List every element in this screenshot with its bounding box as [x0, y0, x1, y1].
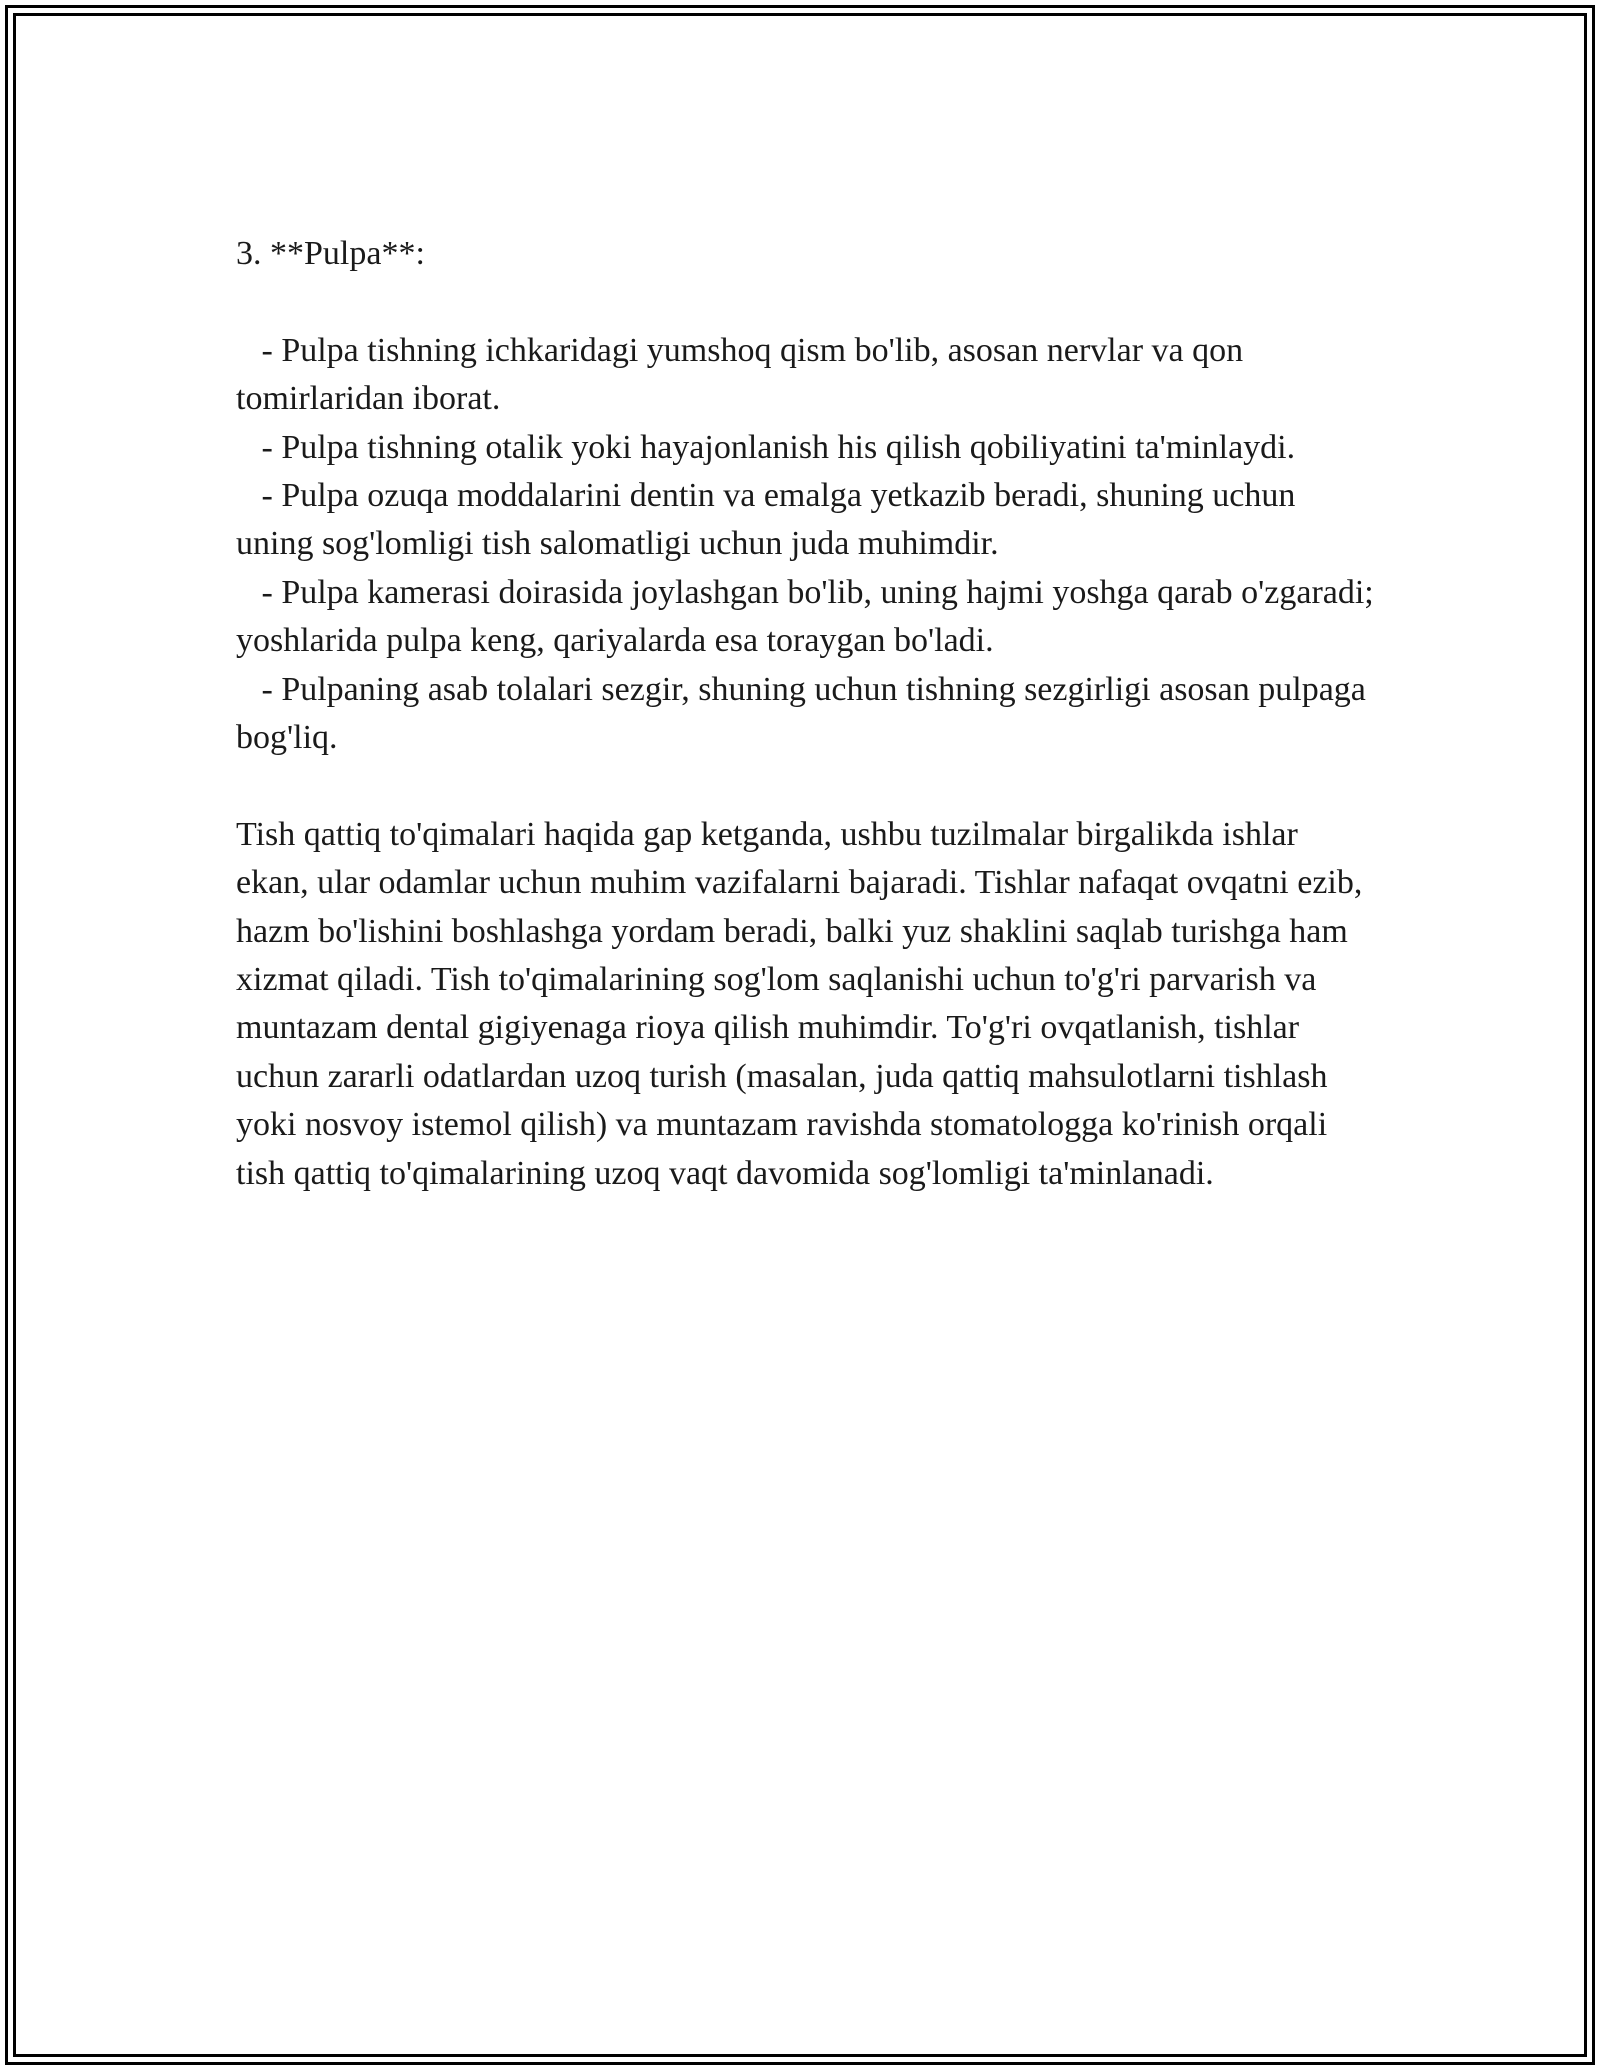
bullet-item: - Pulpa tishning ichkaridagi yumshoq qism bo'lib, asosan nervlar va qon tomirlaridan iborat. [236, 331, 1252, 418]
conclusion-paragraph: Tish qattiq to'qimalari haqida gap ketganda, ushbu tuzilmalar birgalikda ishlar ekan, ular odamlar uchun muhim vazifalarni bajaradi. Tishlar nafaqat ovqatni ezib, hazm bo'lishini boshlashga yordam beradi, balki yuz shaklini saqlab turishga ham xizmat qiladi. Tish to'qimalarining sog'lom saqlanishi uchun to'g'ri parvarish va muntazam dental gigiyenaga rioya qilish muhimdir. To'g'ri ovqatlanish, tishlar uchun zararli odatlardan uzoq turish (masalan, juda qattiq mahsulotlarni tishlash yoki nosvoy istemol qilish) va muntazam ravishda stomatologga ko'rinish orqali tish qattiq to'qimalarining uzoq vaqt davomida sog'lomligi ta'minlanadi. [236, 815, 1371, 1192]
bullet-item: - Pulpa kamerasi doirasida joylashgan bo'lib, uning hajmi yoshga qarab o'zgaradi; yoshlarida pulpa keng, qariyalarda esa toraygan bo'ladi. [236, 573, 1383, 660]
document-body [236, 230, 1383, 1198]
bullet-item: - Pulpa tishning otalik yoki hayajonlanish his qilish qobiliyatini ta'minlaydi. [236, 428, 1296, 466]
section-heading: 3. **Pulpa**: [236, 235, 425, 272]
bullet-item: - Pulpa ozuqa moddalarini dentin va emalga yetkazib beradi, shuning uchun uning sog'lomligi tish salomatligi uchun juda muhimdir. [236, 477, 1304, 563]
bullet-item: - Pulpaning asab tolalari sezgir, shuning uchun tishning sezgirligi asosan pulpaga bog'liq. [236, 670, 1375, 757]
